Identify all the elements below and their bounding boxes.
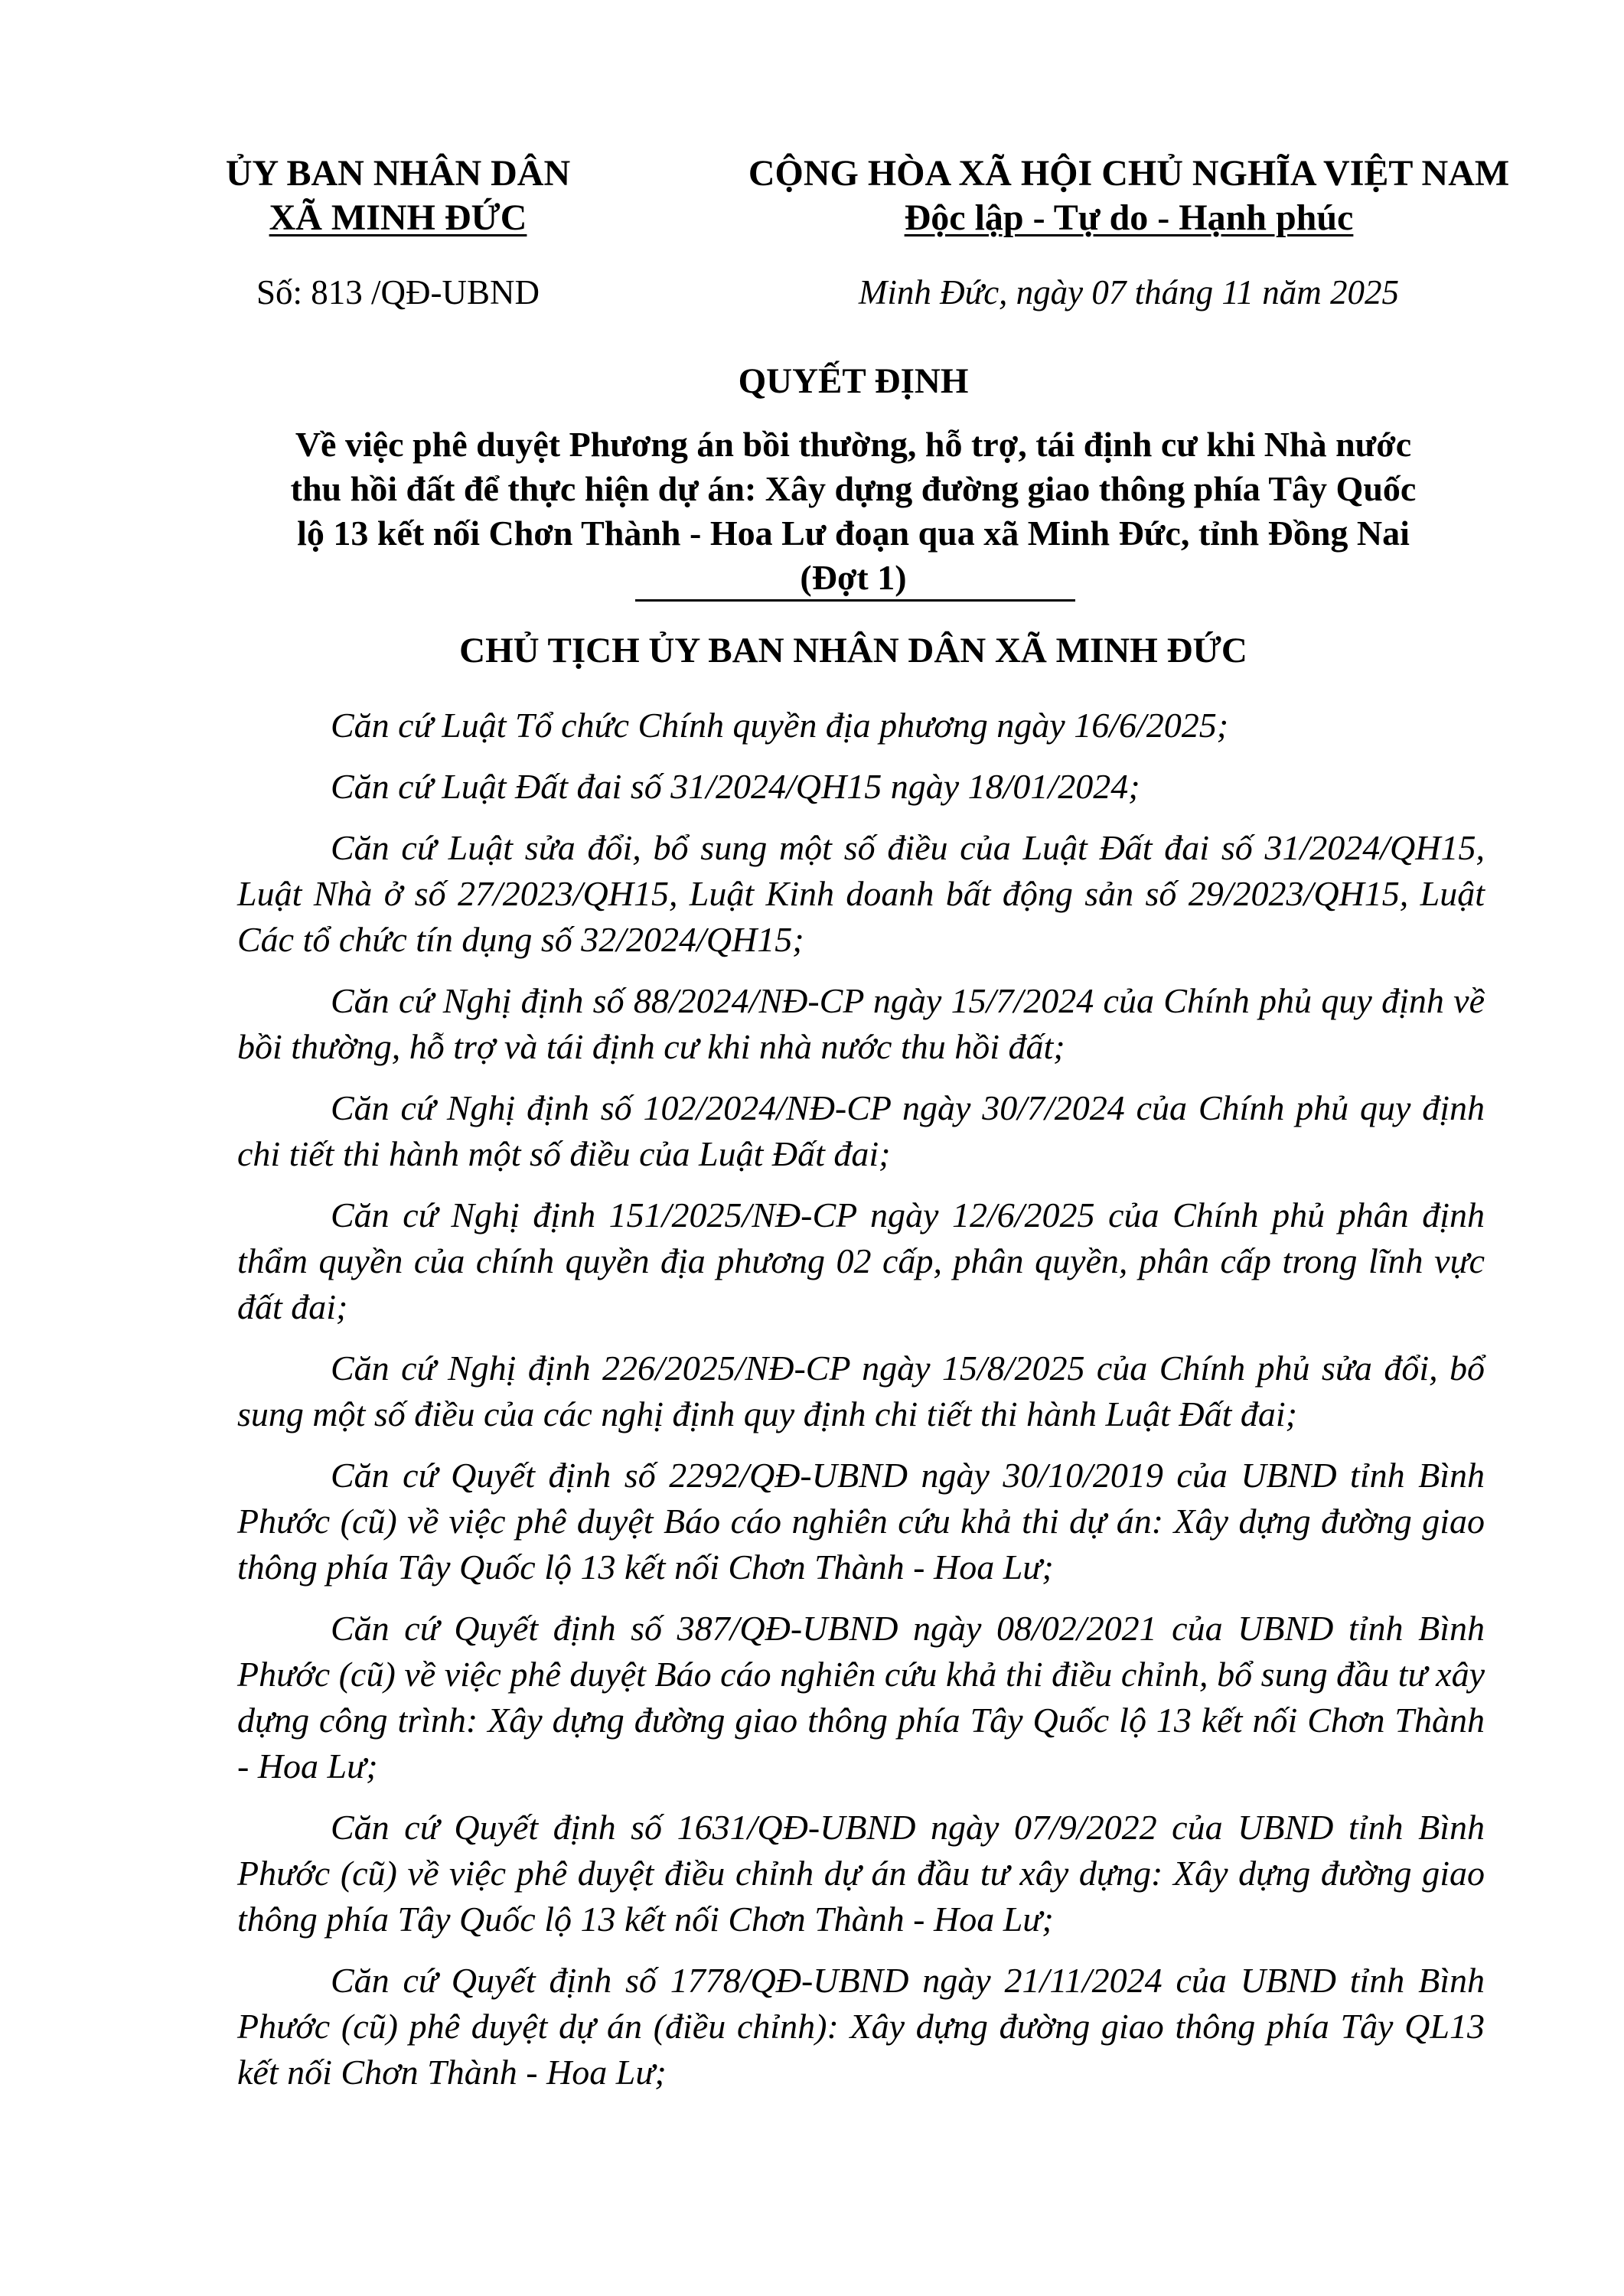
legal-basis-item: Căn cứ Quyết định số 387/QĐ-UBND ngày 08/02/2021 của UBND tỉnh Bình Phước (cũ) về việc phê duyệt Báo cáo nghiên cứu khả thi điều chỉnh, bổ sung đầu tư xây dựng công trình: Xây dựng đường giao thông phía Tây Quốc lộ 13 kết nối Chơn Thành - Hoa Lư; — [237, 1609, 1485, 1786]
legal-basis-item: Căn cứ Luật sửa đổi, bổ sung một số điều của Luật Đất đai số 31/2024/QH15, Luật Nhà ở số 27/2023/QH15, Luật Kinh doanh bất động sản số 29/2023/QH15, Luật Các tổ chức tín dụng số 32/2024/QH15; — [237, 828, 1485, 959]
national-title — [704, 152, 1554, 240]
title-divider — [635, 599, 1075, 602]
legal-basis-item: Căn cứ Luật Đất đai số 31/2024/QH15 ngày 18/01/2024; — [331, 767, 1140, 806]
national-name: CỘNG HÒA XÃ HỘI CHỦ NGHĨA VIỆT NAM — [748, 153, 1510, 194]
legal-basis-item: Căn cứ Luật Tổ chức Chính quyền địa phương ngày 16/6/2025; — [331, 706, 1229, 745]
document-subject — [214, 422, 1492, 600]
document-number: Số: 813 /QĐ-UBND — [256, 273, 540, 311]
commune-name — [188, 196, 608, 240]
place-date: Minh Đức, ngày 07 tháng 11 năm 2025 — [858, 273, 1400, 311]
legal-basis-item: Căn cứ Quyết định số 1631/QĐ-UBND ngày 07/9/2022 của UBND tỉnh Bình Phước (cũ) về việc phê duyệt điều chỉnh dự án đầu tư xây dựng: Xây dựng đường giao thông phía Tây Quốc lộ 13 kết nối Chơn Thành - Hoa Lư; — [237, 1808, 1485, 1939]
legal-basis-item: Căn cứ Nghị định số 88/2024/NĐ-CP ngày 15/7/2024 của Chính phủ quy định về bồi thường, hỗ trợ và tái định cư khi nhà nước thu hồi đất; — [237, 981, 1485, 1066]
subject-line: Về việc phê duyệt Phương án bồi thường, hỗ trợ, tái định cư khi Nhà nước — [295, 425, 1412, 464]
legal-basis-item: Căn cứ Nghị định 226/2025/NĐ-CP ngày 15/8/2025 của Chính phủ sửa đổi, bổ sung một số điều của các nghị định quy định chi tiết thi hành Luật Đất đai; — [237, 1349, 1485, 1433]
document-title: QUYẾT ĐỊNH — [738, 361, 969, 401]
legal-basis-item: Căn cứ Nghị định số 102/2024/NĐ-CP ngày 30/7/2024 của Chính phủ quy định chi tiết thi hành một số điều của Luật Đất đai; — [237, 1088, 1485, 1173]
subject-line: thu hồi đất để thực hiện dự án: Xây dựng đường giao thông phía Tây Quốc — [290, 469, 1417, 508]
national-motto-text: Độc lập - Tự do - Hạnh phúc — [904, 197, 1354, 238]
legal-basis-item: Căn cứ Nghị định 151/2025/NĐ-CP ngày 12/6/2025 của Chính phủ phân định thẩm quyền của chính quyền địa phương 02 cấp, phân quyền, phân cấp trong lĩnh vực đất đai; — [237, 1195, 1485, 1326]
legal-basis-item: Căn cứ Quyết định số 2292/QĐ-UBND ngày 30/10/2019 của UBND tỉnh Bình Phước (cũ) về việc phê duyệt Báo cáo nghiên cứu khả thi dự án: Xây dựng đường giao thông phía Tây Quốc lộ 13 kết nối Chơn Thành - Hoa Lư; — [237, 1456, 1485, 1587]
legal-basis-item: Căn cứ Quyết định số 1778/QĐ-UBND ngày 21/11/2024 của UBND tỉnh Bình Phước (cũ) phê duyệt dự án (điều chỉnh): Xây dựng đường giao thông phía Tây QL13 kết nối Chơn Thành - Hoa Lư; — [237, 1961, 1485, 2092]
commune-name-text: XÃ MINH ĐỨC — [269, 197, 527, 238]
legal-basis-list — [237, 703, 1485, 2111]
issuing-agency — [188, 152, 608, 240]
subject-line: (Đợt 1) — [800, 558, 907, 597]
national-motto — [704, 196, 1554, 240]
subject-line: lộ 13 kết nối Chơn Thành - Hoa Lư đoạn qua xã Minh Đức, tỉnh Đồng Nai — [297, 514, 1410, 553]
issuing-authority: CHỦ TỊCH ỦY BAN NHÂN DÂN XÃ MINH ĐỨC — [459, 631, 1247, 670]
agency-name: ỦY BAN NHÂN DÂN — [225, 153, 571, 194]
